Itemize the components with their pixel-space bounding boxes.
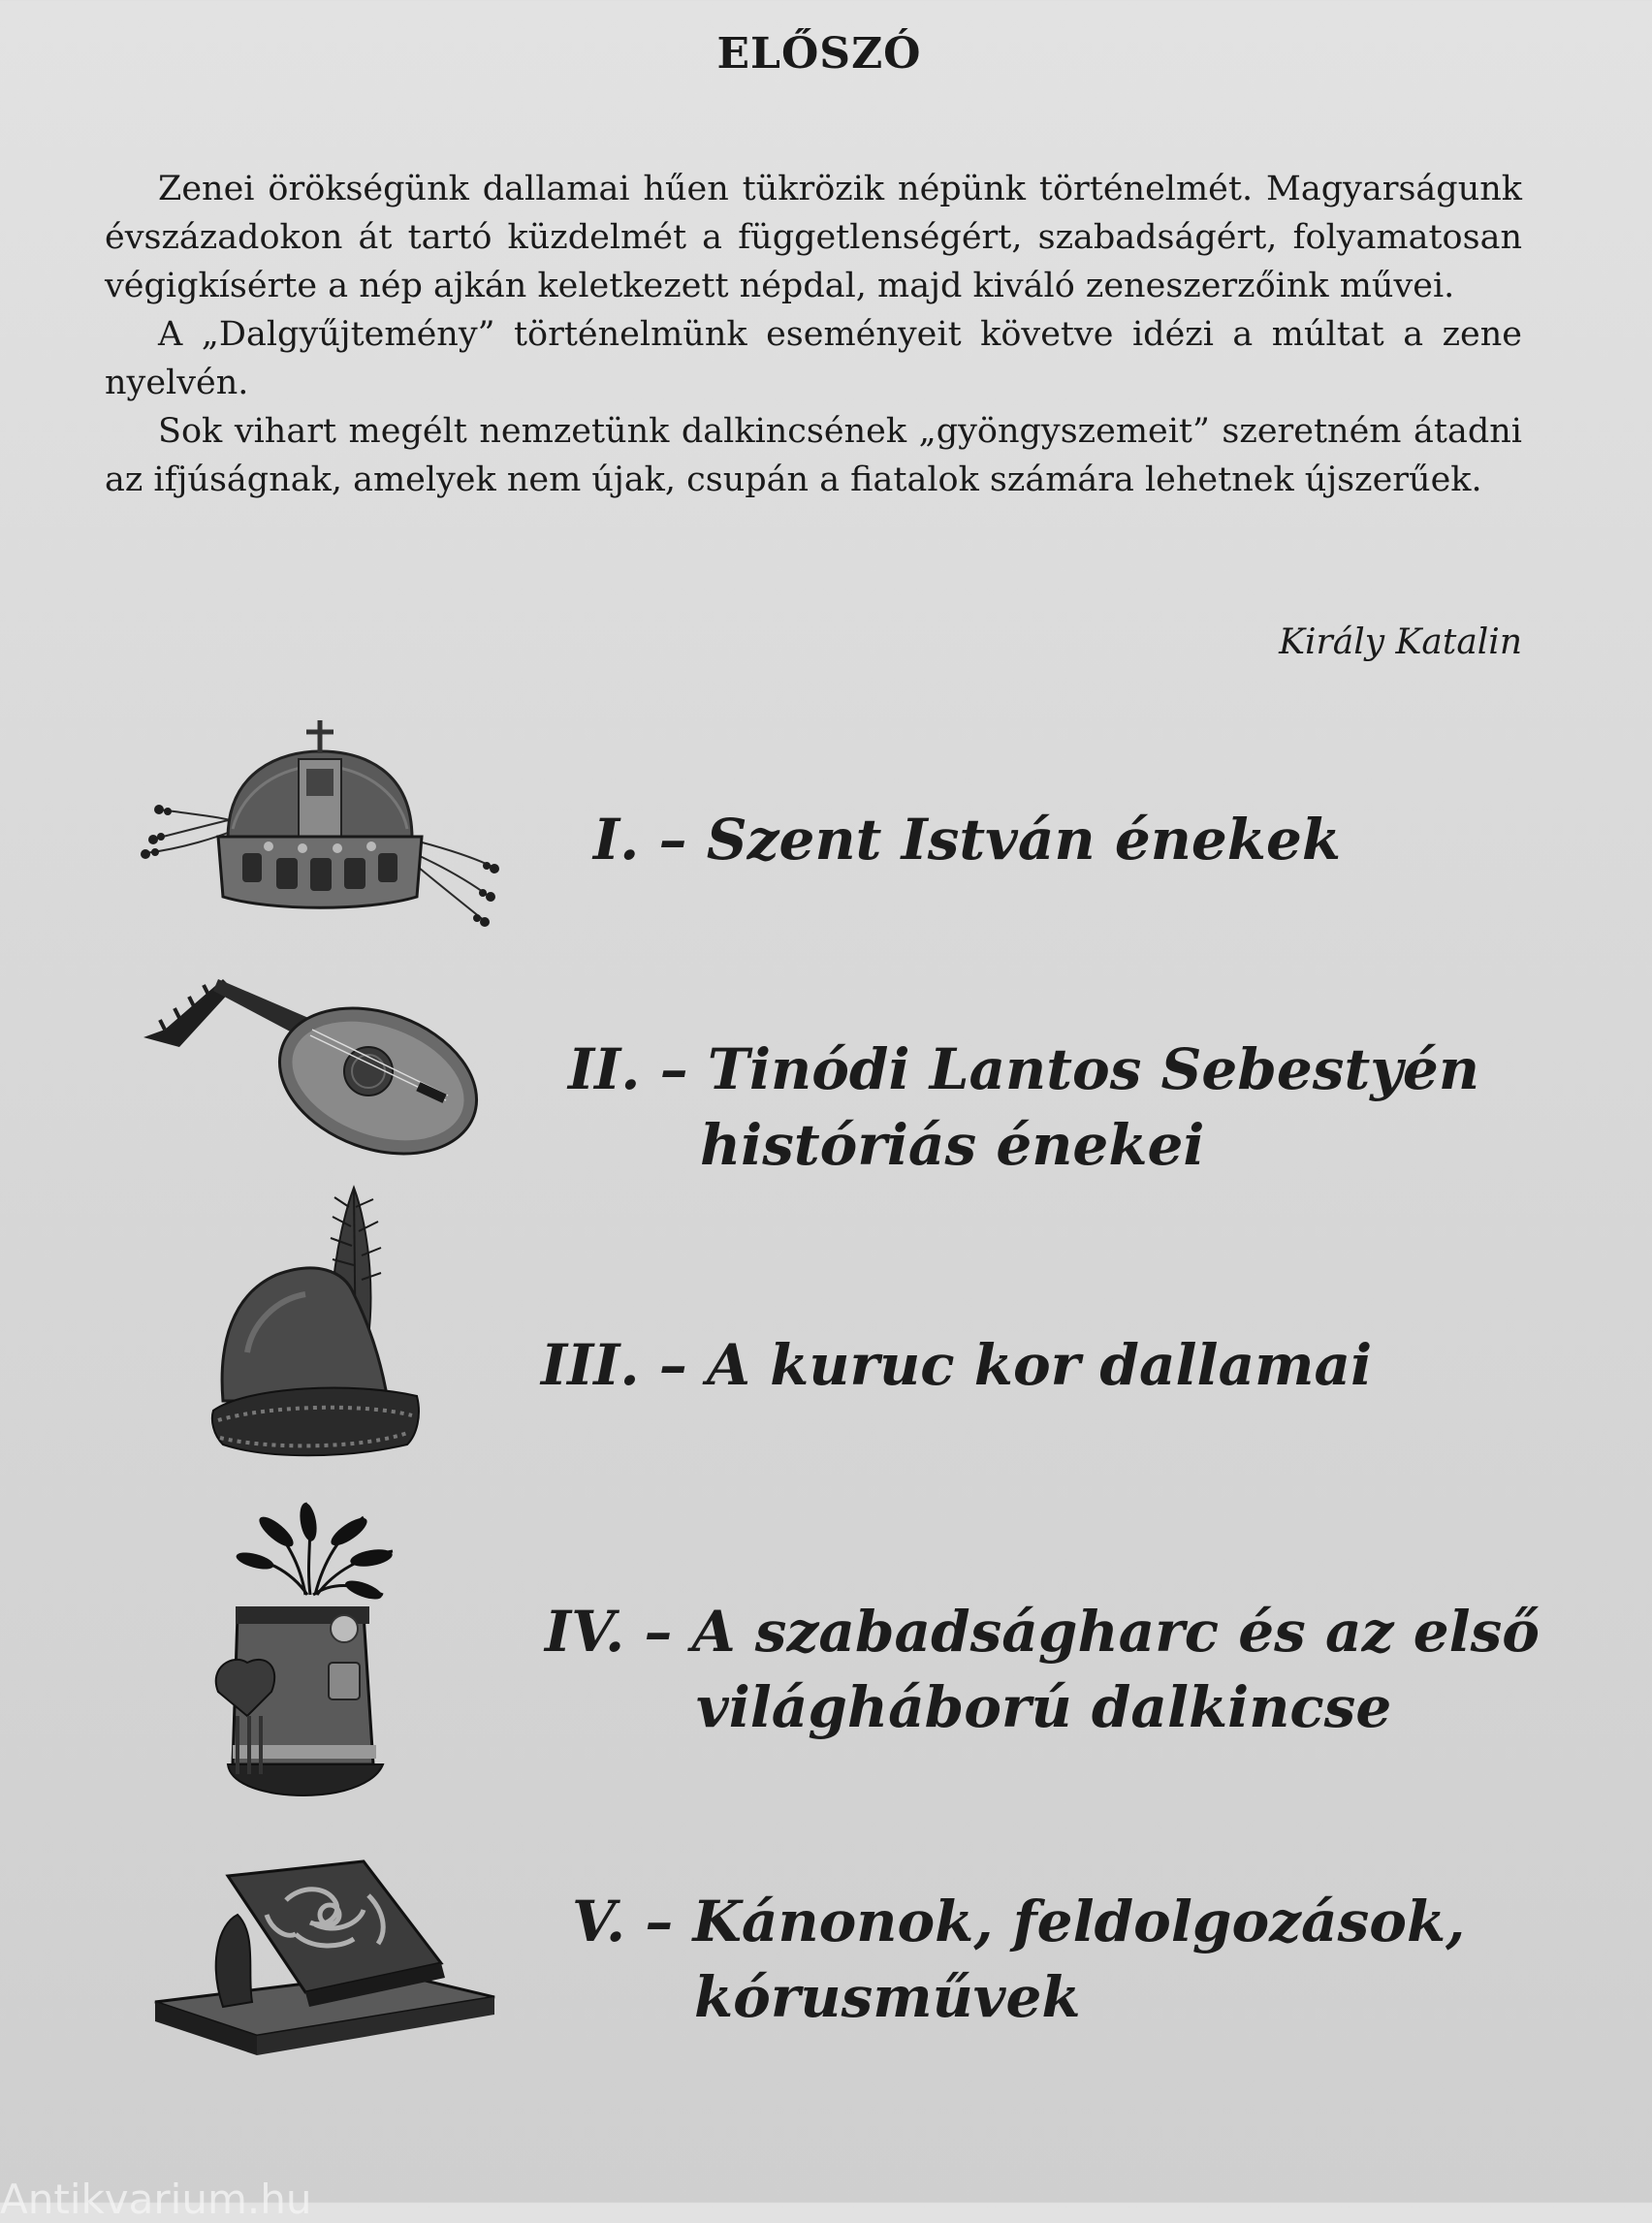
holy-crown-icon [136,713,514,945]
chapter-2-numeral: II. – [568,1036,688,1102]
foreword-paragraph-1: Zenei örökségünk dallamai hűen tükrözik népünk történelmét. Magyarságunk évszázadokon át tartó küzdelmét a függetlenségért, szabadságért, folyamatosan végigkísérte a nép ajkán keletkezett népdal, majd kiváló zeneszerzőink művei. [105,170,1522,305]
lute-icon [136,960,485,1173]
foreword-paragraph-2: A „Dalgyűjtemény” történelmünk eseményeit követve idézi a múltat a zene nyelvén. [105,315,1522,402]
chapter-2-title [568,1032,1479,1107]
chapter-2-text-line2: históriás énekei [700,1112,1205,1178]
chapter-1-numeral: I. – [593,807,687,873]
watermark: Antikvarium.hu [0,2175,312,2223]
chapter-2-subtitle [700,1107,1204,1183]
chapter-4-numeral: IV. – [545,1599,673,1665]
chapter-5-numeral: V. – [572,1889,674,1954]
chapter-5-text: Kánonok, feldolgozások, [692,1889,1466,1954]
chapter-3-numeral: III. – [541,1332,687,1398]
chapter-3-title [541,1327,1372,1403]
chapter-2-text: Tinódi Lantos Sebestyén [707,1036,1479,1102]
chapter-3-text: A kuruc kor dallamai [706,1332,1373,1398]
chapter-1-text: Szent István énekek [706,807,1342,873]
chapter-5-title [572,1884,1465,1959]
chapter-4-text: A szabadságharc és az első [691,1599,1540,1665]
foreword-text [105,165,1522,504]
chapter-1-title [593,802,1341,877]
author-signature: Király Katalin [1279,622,1522,662]
kuruc-hat-icon [208,1178,431,1469]
chapter-4-text-line2: világháború dalkincse [696,1674,1392,1740]
chapter-5-text-line2: kórusművek [694,1964,1081,2030]
book-stand-icon [150,1857,499,2070]
chapter-4-title [545,1594,1540,1669]
page-title: ELŐSZÓ [716,29,922,79]
chapter-5-subtitle [694,1959,1081,2035]
chapter-4-subtitle [696,1669,1391,1745]
shako-hat-icon [208,1498,441,1808]
foreword-paragraph-3: Sok vihart megélt nemzetünk dalkincsének „gyöngyszemeit” szeretném átadni az ifjúságnak, amelyek nem újak, csupán a fiatalok számára lehetnek újszerűek. [105,412,1522,499]
